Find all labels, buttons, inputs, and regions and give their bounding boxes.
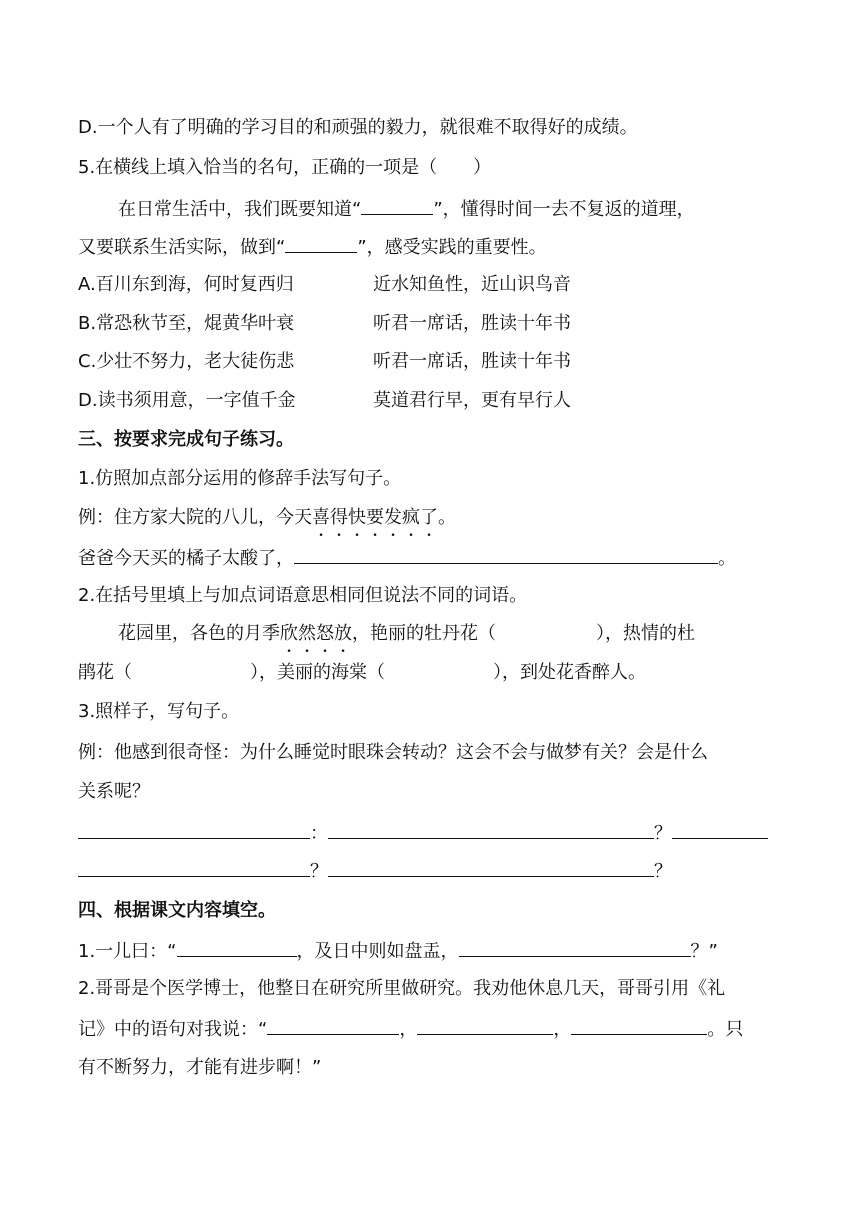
s4-q2-line-1: 2.哥哥是个医学博士，他整日在研究所里做研究。我劝他休息几天，哥哥引用《礼	[78, 978, 726, 999]
option-right: 近水知鱼性，近山识鸟音	[373, 274, 571, 295]
option-left: B.常恐秋节至，焜黄华叶衰	[78, 313, 295, 334]
punct: ，	[399, 1019, 418, 1040]
q5-passage-line-1	[118, 196, 695, 222]
answer-blank[interactable]	[267, 1016, 399, 1035]
prompt-text: ？”	[690, 941, 718, 962]
dotted-char: 然	[298, 623, 316, 644]
punct: ：	[310, 823, 328, 844]
punct: ，	[553, 1019, 572, 1040]
option-right: 听君一席话，胜读十年书	[373, 351, 571, 372]
q5-passage-line-2	[78, 234, 547, 260]
option-right: 听君一席话，胜读十年书	[373, 313, 571, 334]
s3-q3-stem: 3.照样子，写句子。	[78, 701, 240, 722]
answer-blank[interactable]	[361, 196, 433, 215]
dotted-phrase	[312, 507, 438, 528]
option-left: A.百川东到海，何时复西归	[78, 274, 294, 295]
s4-q2-line-2	[78, 1016, 743, 1042]
option-d-q4: D.一个人有了明确的学习目的和顽强的毅力，就很难不取得好的成绩。	[78, 117, 638, 138]
answer-blank[interactable]	[328, 820, 654, 839]
dotted-char: 要	[366, 507, 384, 528]
passage-text: ，艳丽的牡丹花（	[352, 623, 496, 644]
option-left: C.少壮不努力，老大徒伤悲	[78, 351, 295, 372]
prompt-text: ，及日中则如盘盂，	[296, 941, 459, 962]
punct: ？	[310, 861, 328, 882]
dotted-char: 了	[420, 507, 438, 528]
answer-blank[interactable]	[417, 1016, 553, 1035]
section-4-heading: 四、根据课文内容填空。	[78, 900, 276, 921]
s3-q3-answer-line-1	[78, 820, 768, 846]
s4-q1	[78, 938, 718, 964]
example-text: 。	[438, 507, 456, 528]
s3-q2-stem: 2.在括号里填上与加点词语意思相同但说法不同的词语。	[78, 585, 528, 606]
s3-q1-example	[78, 506, 456, 530]
q5-option-a	[78, 273, 571, 297]
answer-blank[interactable]	[294, 545, 718, 564]
passage-text: 鹃花（	[78, 662, 132, 683]
passage-text: ），到处花香醉人。	[493, 662, 646, 683]
passage-text: ），热情的杜	[596, 623, 695, 644]
s3-q3-example-1: 例：他感到很奇怪：为什么睡觉时眼珠会转动？这会不会与做梦有关？会是什么	[78, 742, 708, 763]
dotted-char: 喜	[312, 507, 330, 528]
passage-text: 花园里，各色的月季	[118, 623, 280, 644]
q5-option-d	[78, 389, 571, 413]
s4-q2-line-3: 有不断努力，才能有进步啊！”	[78, 1057, 322, 1078]
answer-blank[interactable]	[328, 858, 654, 877]
dotted-char: 怒	[316, 623, 334, 644]
q5-passage-text: 又要联系生活实际，做到“	[78, 237, 286, 258]
dotted-char: 欣	[280, 623, 298, 644]
answer-blank[interactable]	[459, 938, 691, 957]
s3-q1-stem: 1.仿照加点部分运用的修辞手法写句子。	[78, 468, 402, 489]
section-3-heading: 三、按要求完成句子练习。	[78, 429, 294, 450]
s3-q1-answer-line	[78, 545, 736, 571]
question-5-stem: 5.在横线上填入恰当的名句，正确的一项是（ ）	[78, 157, 492, 178]
punct: ？	[654, 823, 672, 844]
q5-passage-text: ”，懂得时间一去不复返的道理，	[433, 199, 695, 220]
answer-blank[interactable]	[672, 820, 768, 839]
dotted-char: 快	[348, 507, 366, 528]
passage-text: ），美丽的海棠（	[250, 662, 385, 683]
punct: ？	[654, 861, 672, 882]
dotted-char: 发	[384, 507, 402, 528]
dotted-char: 疯	[402, 507, 420, 528]
s3-q2-passage-2	[78, 661, 646, 685]
answer-blank[interactable]	[177, 938, 297, 957]
prompt-text: 。只	[707, 1019, 744, 1040]
option-left: D.读书须用意，一字值千金	[78, 390, 296, 411]
s3-q3-example-2: 关系呢？	[78, 781, 150, 802]
q5-passage-text: 在日常生活中，我们既要知道“	[118, 199, 362, 220]
s3-q3-answer-line-2	[78, 858, 672, 884]
q5-option-c	[78, 350, 571, 374]
answer-blank[interactable]	[78, 858, 310, 877]
option-right: 莫道君行早，更有早行人	[373, 390, 571, 411]
dotted-char: 放	[334, 623, 352, 644]
prompt-text: 爸爸今天买的橘子太酸了，	[78, 548, 294, 569]
example-text: 例：住方家大院的八儿，今天	[78, 507, 312, 528]
dotted-char: 得	[330, 507, 348, 528]
q5-option-b	[78, 312, 571, 336]
end-mark: 。	[718, 548, 736, 569]
prompt-text: 1.一儿曰：“	[78, 941, 177, 962]
answer-blank[interactable]	[78, 820, 310, 839]
dotted-word	[280, 623, 352, 644]
prompt-text: 记》中的语句对我说：“	[78, 1019, 268, 1040]
q5-passage-text: ”，感受实践的重要性。	[357, 237, 547, 258]
s3-q2-passage-1	[118, 622, 695, 646]
answer-blank[interactable]	[571, 1016, 707, 1035]
answer-blank[interactable]	[285, 234, 357, 253]
